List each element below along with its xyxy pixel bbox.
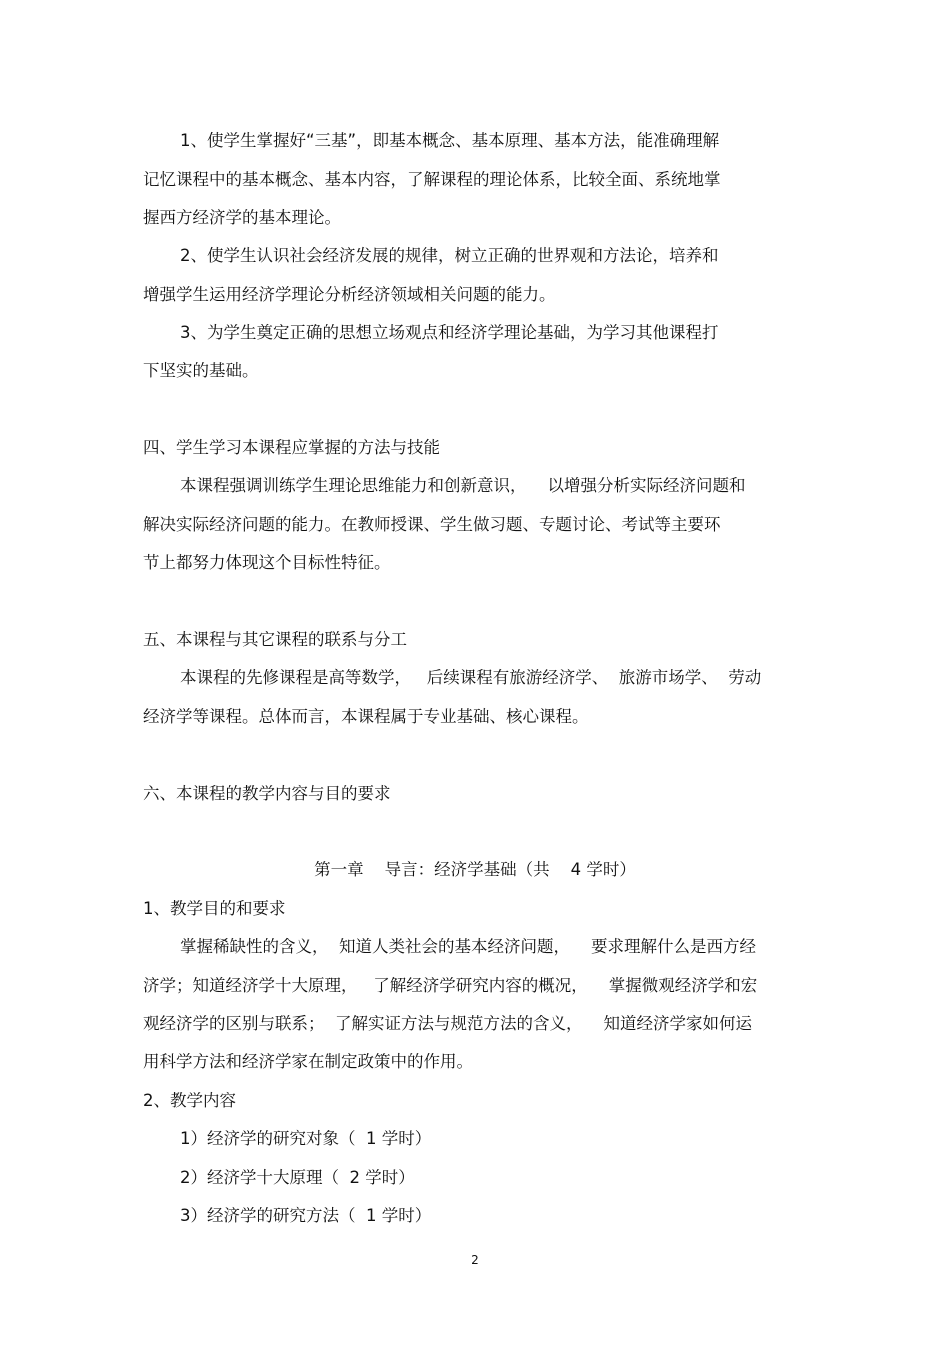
paragraph-line: 2、使学生认识社会经济发展的规律，树立正确的世界观和方法论，培养和 xyxy=(180,246,719,265)
list-item: 3）经济学的研究方法（ 1 学时） xyxy=(180,1206,432,1225)
paragraph-line: 解决实际经济问题的能力。在教师授课、学生做习题、专题讨论、考试等主要环 xyxy=(143,515,721,534)
section-heading: 四、学生学习本课程应掌握的方法与技能 xyxy=(143,438,440,457)
paragraph-line: 3、为学生奠定正确的思想立场观点和经济学理论基础，为学习其他课程打 xyxy=(180,323,719,342)
paragraph-line: 节上都努力体现这个目标性特征。 xyxy=(143,553,391,572)
paragraph-line: 经济学等课程。总体而言，本课程属于专业基础、核心课程。 xyxy=(143,707,589,726)
paragraph-line: 观经济学的区别与联系； 了解实证方法与规范方法的含义， 知道经济学家如何运 xyxy=(143,1014,752,1033)
paragraph-line: 济学；知道经济学十大原理， 了解经济学研究内容的概况， 掌握微观经济学和宏 xyxy=(143,976,758,995)
section-heading: 六、本课程的教学内容与目的要求 xyxy=(143,784,391,803)
paragraph-line: 下坚实的基础。 xyxy=(143,361,259,380)
paragraph-line: 本课程的先修课程是高等数学， 后续课程有旅游经济学、 旅游市场学、 劳动 xyxy=(180,668,762,687)
paragraph-line: 用科学方法和经济学家在制定政策中的作用。 xyxy=(143,1052,473,1071)
section-heading: 五、本课程与其它课程的联系与分工 xyxy=(143,630,407,649)
page-number: 2 xyxy=(471,1253,479,1267)
subsection-heading: 1、教学目的和要求 xyxy=(143,899,286,918)
paragraph-line: 记忆课程中的基本概念、基本内容，了解课程的理论体系，比较全面、系统地掌 xyxy=(143,170,721,189)
list-item: 1）经济学的研究对象（ 1 学时） xyxy=(180,1129,432,1148)
paragraph-line: 握西方经济学的基本理论。 xyxy=(143,208,341,227)
subsection-heading: 2、教学内容 xyxy=(143,1091,236,1110)
paragraph-line: 1、使学生掌握好“三基”，即基本概念、基本原理、基本方法，能准确理解 xyxy=(180,131,720,150)
chapter-title: 第一章 导言：经济学基础（共 4 学时） xyxy=(314,860,636,879)
paragraph-line: 本课程强调训练学生理论思维能力和创新意识， 以增强分析实际经济问题和 xyxy=(180,476,746,495)
list-item: 2）经济学十大原理（ 2 学时） xyxy=(180,1168,415,1187)
paragraph-line: 增强学生运用经济学理论分析经济领域相关问题的能力。 xyxy=(143,285,556,304)
paragraph-line: 掌握稀缺性的含义， 知道人类社会的基本经济问题， 要求理解什么是西方经 xyxy=(180,937,756,956)
